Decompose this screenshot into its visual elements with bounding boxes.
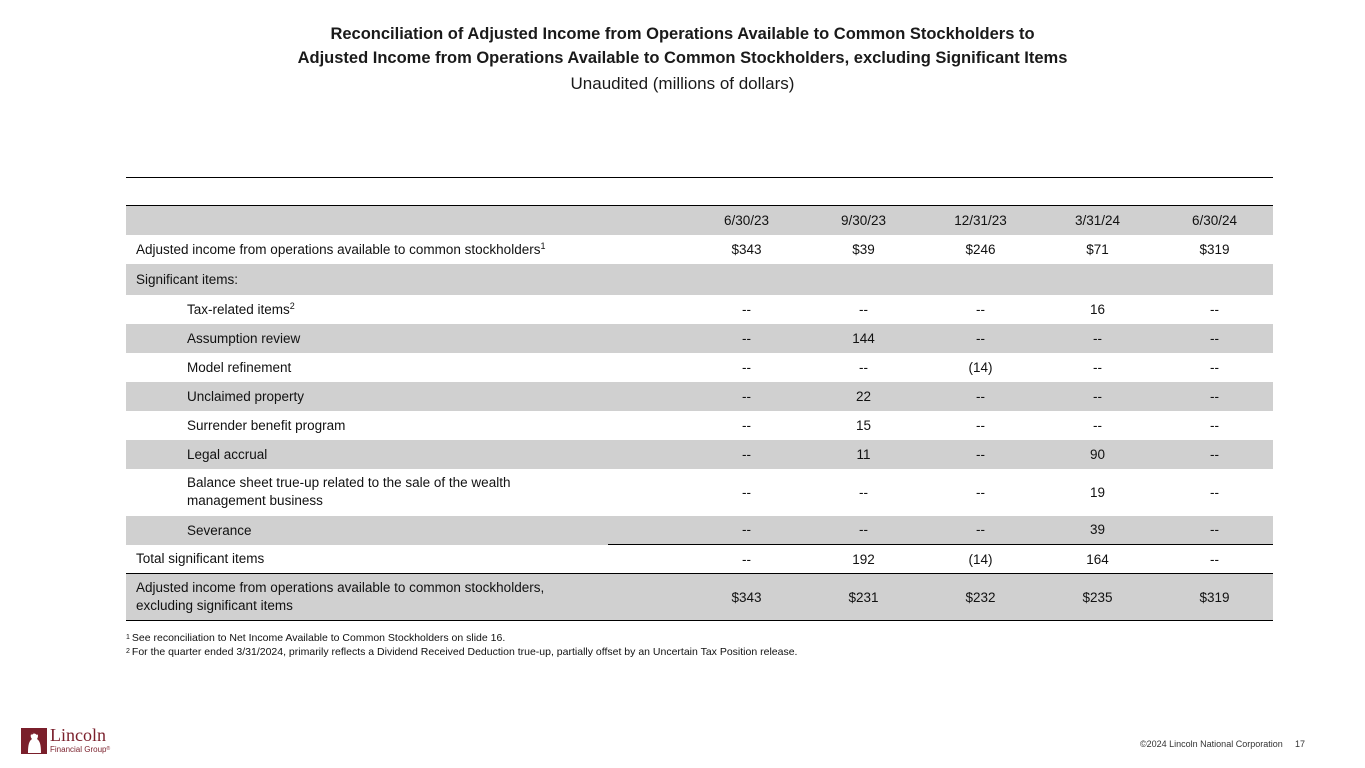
row-label: Balance sheet true-up related to the sale of the wealth management business	[187, 475, 511, 508]
table-cell: --	[1156, 545, 1273, 574]
table-cell: --	[1093, 388, 1102, 404]
footnote-mark: 2	[126, 648, 130, 655]
table-cell	[688, 264, 805, 295]
footnote	[126, 631, 797, 645]
row-spacer	[608, 235, 688, 264]
row-label: Surrender benefit program	[187, 417, 346, 433]
table-cell: --	[688, 545, 805, 574]
footnote-ref: 1	[540, 240, 546, 251]
significant-items-heading-row	[126, 264, 1273, 295]
row-spacer	[608, 469, 688, 516]
table-cell: $343	[731, 241, 762, 257]
table-cell: --	[1210, 359, 1219, 375]
page-number: 17	[1295, 739, 1306, 749]
table-cell: --	[742, 522, 751, 538]
table-cell: 16	[1089, 301, 1106, 317]
table-cell: --	[859, 301, 868, 317]
row-label: Legal accrual	[187, 446, 268, 462]
row-label: Significant items:	[136, 271, 239, 287]
table-cell: --	[1210, 330, 1219, 346]
table-cell: --	[742, 388, 751, 404]
row-spacer	[608, 382, 688, 411]
row-label-text: Tax-related items	[187, 301, 290, 317]
adjusted-income-row	[126, 235, 1273, 264]
significant-item-row	[126, 440, 1273, 469]
table-cell: --	[742, 417, 751, 433]
table-cell: 19	[1089, 484, 1106, 500]
page-subtitle: Unaudited (millions of dollars)	[570, 74, 795, 93]
row-label: Severance	[187, 522, 252, 538]
column-header: 6/30/23	[723, 212, 770, 228]
row-label-text: Adjusted income from operations available to common stockholders	[136, 241, 541, 257]
table-cell: $232	[965, 589, 996, 605]
row-label: Adjusted income from operations available to common stockholders, excluding significant items	[136, 580, 545, 613]
table-cell: --	[976, 522, 985, 538]
table-cell: --	[742, 301, 751, 317]
table-cell: --	[1210, 484, 1219, 500]
header-row	[126, 206, 1273, 235]
footnote-ref: 2	[289, 300, 295, 311]
table-cell: --	[859, 484, 868, 500]
table-cell: --	[859, 359, 868, 375]
table-cell: --	[1210, 522, 1219, 538]
significant-item-row	[126, 295, 1273, 324]
column-header: 12/31/23	[954, 212, 1007, 228]
table-cell	[1156, 264, 1273, 295]
footnote-mark: 1	[126, 634, 130, 641]
header-spacer	[608, 206, 688, 235]
row-label	[126, 295, 608, 324]
table-cell: --	[976, 301, 985, 317]
table-cell: $319	[1199, 589, 1230, 605]
table-cell	[922, 264, 1039, 295]
footnotes	[126, 631, 797, 659]
adjusted-income-excluding-row	[126, 574, 1273, 621]
table-cell: 39	[1089, 522, 1106, 538]
row-label: Model refinement	[187, 359, 292, 375]
table-cell: --	[1093, 330, 1102, 346]
table-cell: --	[859, 522, 868, 538]
table-cell: --	[742, 330, 751, 346]
row-spacer	[608, 574, 688, 621]
table-cell: $319	[1199, 241, 1230, 257]
significant-item-row	[126, 324, 1273, 353]
table-cell: (14)	[968, 359, 993, 375]
lincoln-portrait-icon	[20, 727, 48, 755]
table-cell: --	[976, 417, 985, 433]
page-title-line-1: Reconciliation of Adjusted Income from Operations Available to Common Stockholders to	[330, 25, 1035, 43]
table-cell: 11	[856, 446, 871, 462]
table-cell: --	[976, 484, 985, 500]
significant-item-row	[126, 516, 1273, 545]
table-cell: --	[1093, 359, 1102, 375]
table-cell: 192	[805, 545, 922, 574]
table-cell: --	[742, 446, 751, 462]
column-header: 3/31/24	[1074, 212, 1121, 228]
table-cell: $71	[1086, 241, 1109, 257]
reconciliation-table-body	[126, 206, 1273, 621]
copyright: ©2024 Lincoln National Corporation	[1140, 739, 1283, 749]
table-cell: --	[742, 484, 751, 500]
column-header: 9/30/23	[840, 212, 887, 228]
table-cell: 15	[855, 417, 872, 433]
table-cell: --	[1210, 388, 1219, 404]
table-cell: $246	[965, 241, 996, 257]
significant-item-row	[126, 469, 1273, 516]
row-spacer	[608, 295, 688, 324]
table-cell: 90	[1089, 446, 1106, 462]
table-cell: $343	[731, 589, 762, 605]
significant-item-row	[126, 411, 1273, 440]
row-spacer	[608, 264, 688, 295]
page-title-line-2: Adjusted Income from Operations Available to Common Stockholders, excluding Significant Items	[297, 49, 1068, 67]
total-significant-items-row	[126, 545, 1273, 574]
significant-item-row	[126, 353, 1273, 382]
table-cell: --	[1210, 446, 1219, 462]
table-cell: $231	[848, 589, 879, 605]
row-label: Unclaimed property	[187, 388, 305, 404]
table-cell: --	[976, 330, 985, 346]
footnote-text: For the quarter ended 3/31/2024, primarily reflects a Dividend Received Deduction true-up, partially offset by an Uncertain Tax Position release.	[131, 646, 798, 658]
footnote	[126, 645, 797, 659]
table-cell	[805, 264, 922, 295]
row-spacer	[608, 353, 688, 382]
table-cell: 164	[1039, 545, 1156, 574]
footnote-text: See reconciliation to Net Income Available to Common Stockholders on slide 16.	[131, 632, 506, 644]
row-spacer	[608, 440, 688, 469]
row-spacer	[608, 324, 688, 353]
table-cell: --	[976, 388, 985, 404]
table-cell	[1039, 264, 1156, 295]
table-cell: (14)	[922, 545, 1039, 574]
table-cell: $39	[852, 241, 875, 257]
lincoln-logo	[20, 727, 120, 757]
table-cell: --	[1210, 301, 1219, 317]
logo-wordmark: Lincoln	[50, 725, 106, 745]
table-cell: 144	[852, 330, 875, 346]
header-empty-cell	[126, 206, 608, 235]
table-cell: $235	[1082, 589, 1113, 605]
row-label: Total significant items	[136, 551, 265, 567]
top-rule	[126, 177, 1273, 178]
row-spacer	[608, 516, 688, 545]
row-label	[126, 235, 608, 264]
significant-item-row	[126, 382, 1273, 411]
row-spacer	[608, 411, 688, 440]
registered-mark: ®	[106, 746, 111, 752]
logo-subtitle	[50, 745, 110, 755]
row-label: Assumption review	[187, 330, 301, 346]
table-cell: --	[1093, 417, 1102, 433]
table-cell: --	[742, 359, 751, 375]
reconciliation-table	[126, 205, 1273, 621]
table-cell: --	[1210, 417, 1219, 433]
column-header: 6/30/24	[1191, 212, 1238, 228]
table-cell: --	[976, 446, 985, 462]
table-cell: 22	[855, 388, 872, 404]
row-spacer	[608, 545, 688, 574]
title-block	[0, 22, 1365, 97]
logo-subtitle-text: Financial Group	[50, 745, 107, 754]
